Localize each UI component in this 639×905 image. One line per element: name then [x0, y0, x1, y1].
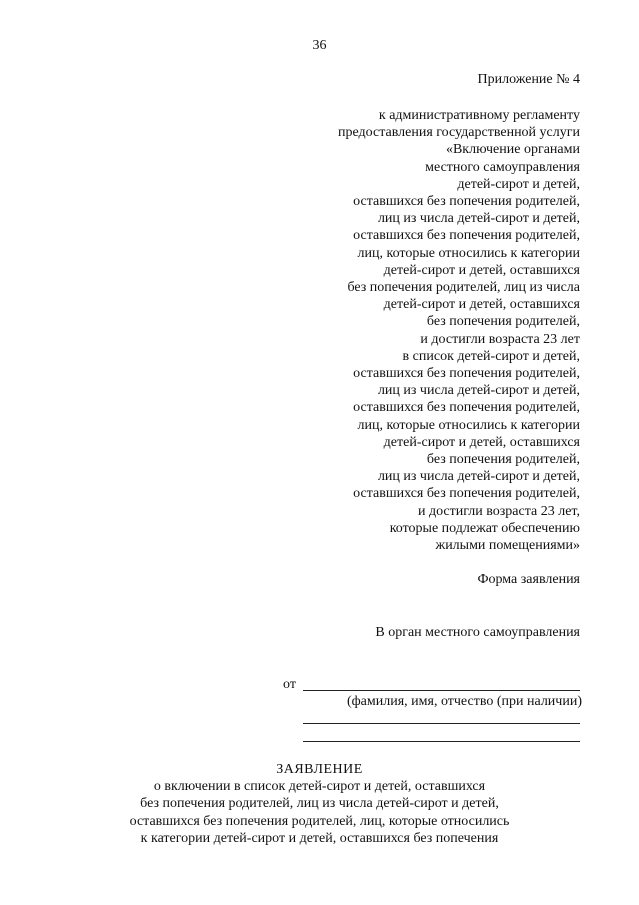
- applicant-name-underline: [303, 690, 580, 691]
- regulation-reference: [260, 107, 580, 554]
- form-label: Форма заявления: [477, 572, 580, 587]
- regulation-line: без попечения родителей,: [426, 452, 580, 468]
- recipient-line: В орган местного самоуправления: [375, 625, 580, 640]
- statement-line: без попечения родителей, лиц из числа детей-сирот и детей,: [140, 796, 499, 812]
- regulation-line: оставшихся без попечения родителей,: [353, 486, 580, 502]
- regulation-line: без попечения родителей, лиц из числа: [347, 280, 580, 296]
- regulation-line: которые подлежат обеспечению: [389, 520, 580, 536]
- regulation-line: местного самоуправления: [425, 159, 580, 175]
- regulation-line: к административному регламенту: [378, 108, 580, 123]
- applicant-details-underline: [303, 741, 580, 742]
- applicant-name-field: [283, 676, 580, 694]
- regulation-line: жилыми помещениями»: [435, 538, 580, 554]
- statement-title: [0, 761, 639, 778]
- from-label: от: [283, 677, 296, 692]
- regulation-line: лиц, которые относились к категории: [357, 417, 580, 433]
- appendix-label: Приложение № 4: [477, 72, 580, 87]
- regulation-line: детей-сирот и детей, оставшихся: [383, 262, 580, 278]
- statement-title-text: ЗАЯВЛЕНИЕ: [276, 762, 363, 777]
- regulation-line: лиц из числа детей-сирот и детей,: [377, 469, 580, 485]
- regulation-line: оставшихся без попечения родителей,: [353, 228, 580, 244]
- regulation-line: детей-сирот и детей, оставшихся: [383, 297, 580, 313]
- statement-line: к категории детей-сирот и детей, оставшихся без попечения: [140, 830, 499, 846]
- regulation-line: лиц, которые относились к категории: [357, 245, 580, 261]
- regulation-line: лиц из числа детей-сирот и детей,: [377, 211, 580, 227]
- applicant-details-underline: [303, 723, 580, 724]
- regulation-line: детей-сирот и детей,: [457, 176, 580, 192]
- regulation-line: «Включение органами: [445, 142, 580, 158]
- regulation-line: предоставления государственной услуги: [338, 125, 580, 141]
- regulation-line: лиц из числа детей-сирот и детей,: [377, 383, 580, 399]
- regulation-line: оставшихся без попечения родителей,: [353, 366, 580, 382]
- regulation-line: в список детей-сирот и детей,: [402, 348, 580, 364]
- statement-subject: [0, 778, 639, 847]
- statement-line: о включении в список детей-сирот и детей, оставшихся: [153, 779, 486, 794]
- regulation-line: оставшихся без попечения родителей,: [353, 194, 580, 210]
- regulation-line: оставшихся без попечения родителей,: [353, 400, 580, 416]
- page-number: 36: [312, 38, 327, 53]
- regulation-line: детей-сирот и детей, оставшихся: [383, 434, 580, 450]
- regulation-line: и достигли возраста 23 лет: [420, 331, 580, 347]
- statement-line: оставшихся без попечения родителей, лиц, которые относились: [129, 813, 510, 829]
- name-hint: (фамилия, имя, отчество (при наличии): [346, 694, 582, 709]
- regulation-line: и достигли возраста 23 лет,: [417, 503, 580, 519]
- regulation-line: без попечения родителей,: [426, 314, 580, 330]
